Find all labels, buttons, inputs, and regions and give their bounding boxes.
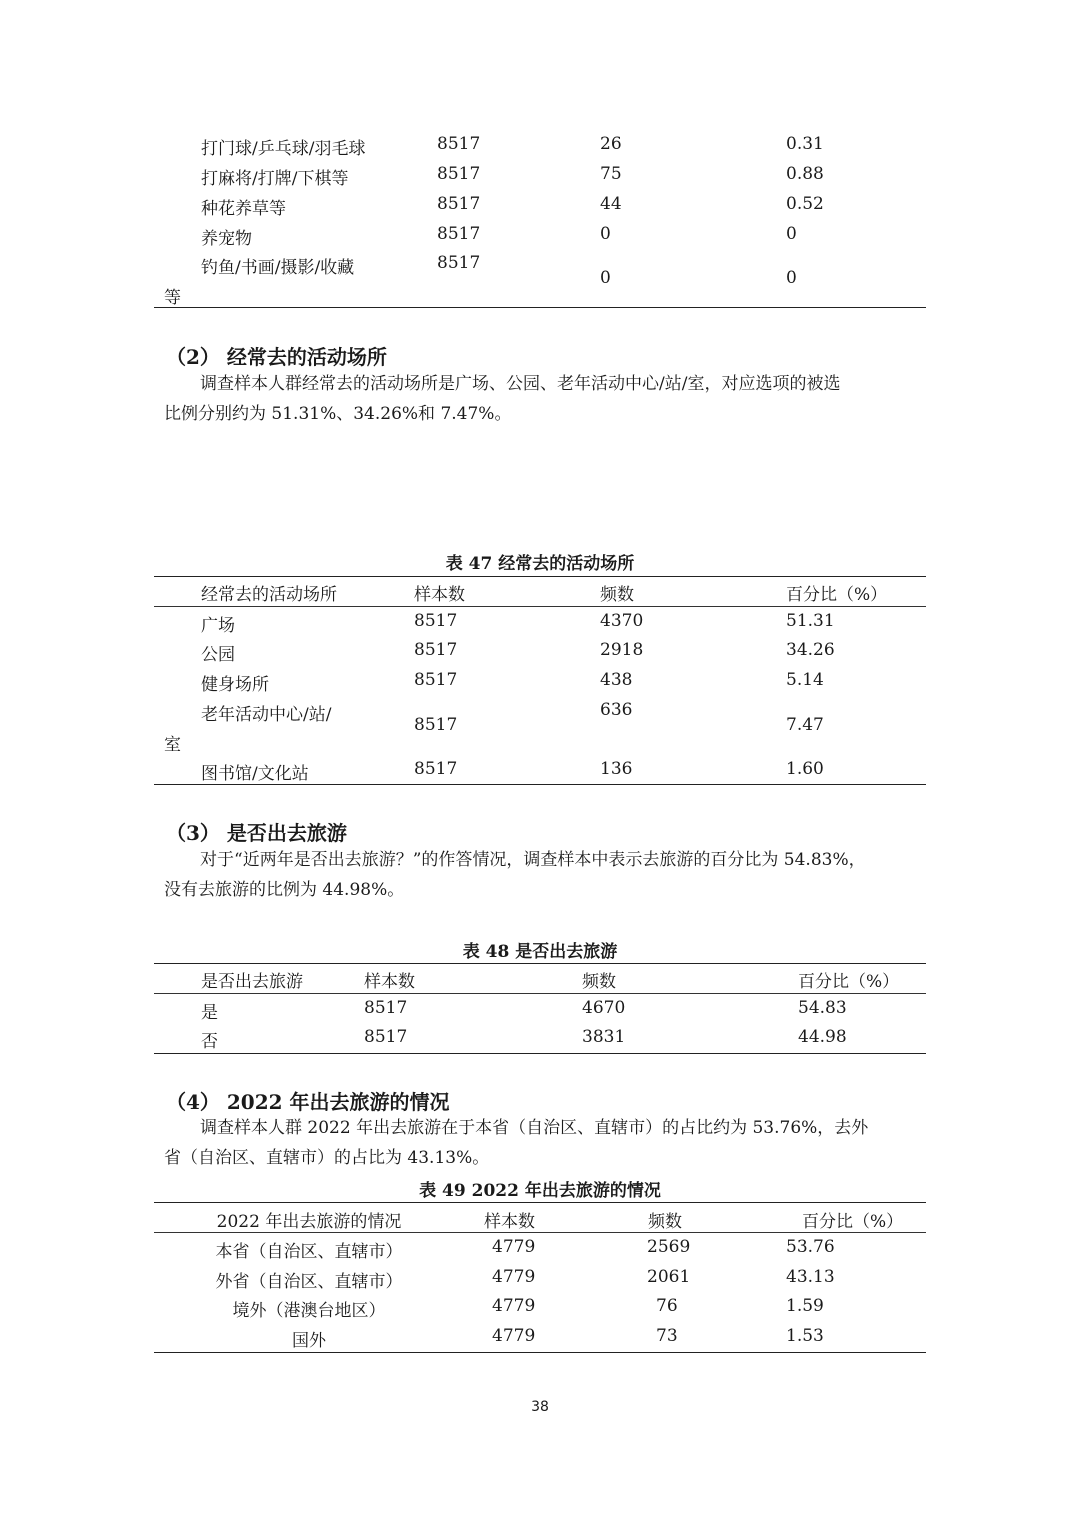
table-caption: 表 49 2022 年出去旅游的情况 [419, 1181, 661, 1201]
table-cell-frequency: 136 [600, 759, 633, 779]
table-cell-item: 种花养草等 [201, 199, 286, 219]
table-caption: 表 47 经常去的活动场所 [445, 554, 635, 574]
table-cell-item: 养宠物 [201, 229, 252, 249]
paragraph-line: 调查样本人群经常去的活动场所是广场、公园、老年活动中心/站/室，对应选项的被选 [200, 374, 841, 394]
section-heading: （3） 是否出去旅游 [166, 821, 347, 845]
section-paragraph [164, 369, 924, 429]
table-cell-sample: 4779 [492, 1296, 536, 1316]
column-header: 样本数 [414, 585, 465, 605]
table-cell-item: 外省（自治区、直辖市） [215, 1272, 403, 1292]
column-header: 样本数 [364, 972, 415, 992]
paragraph-line: 调查样本人群 2022 年出去旅游在于本省（自治区、直辖市）的占比约为 53.76%，去外 [200, 1118, 869, 1138]
table-cell-sample: 8517 [414, 715, 458, 735]
table-cell-item: 健身场所 [201, 675, 269, 695]
table-cell-frequency: 3831 [582, 1027, 626, 1047]
table-cell-sample: 4779 [492, 1267, 536, 1287]
table-header-rule [154, 1232, 926, 1233]
table-cell-item: 打麻将/打牌/下棋等 [201, 169, 349, 189]
table-cell-item: 钓鱼/书画/摄影/收藏 [201, 258, 355, 278]
table-cell-item: 是 [201, 1003, 218, 1023]
column-header: 样本数 [484, 1212, 535, 1232]
table-cell-sample: 8517 [437, 224, 481, 244]
table-top-rule [154, 963, 926, 964]
table-cell-frequency: 0 [600, 268, 611, 288]
table-cell-sample: 8517 [437, 194, 481, 214]
table-cell-item: 国外 [292, 1331, 326, 1351]
table-cell-percent: 7.47 [786, 715, 824, 735]
section-heading: （4） 2022 年出去旅游的情况 [166, 1090, 450, 1114]
table-cell-sample: 8517 [414, 759, 458, 779]
table-cell-item-wrap: 等 [164, 288, 181, 308]
table-cell-frequency: 2061 [647, 1267, 691, 1287]
section-heading: （2） 经常去的活动场所 [166, 345, 387, 369]
table-bottom-rule [154, 1352, 926, 1353]
table-cell-percent: 44.98 [798, 1027, 847, 1047]
table-cell-frequency: 76 [656, 1296, 678, 1316]
column-header: 百分比（%） [786, 585, 888, 605]
table-bottom-rule [154, 1053, 926, 1054]
table-cell-frequency: 73 [656, 1326, 678, 1346]
table-cell-sample: 8517 [437, 134, 481, 154]
table-cell-frequency: 4670 [582, 998, 626, 1018]
table-cell-item: 境外（港澳台地区） [232, 1301, 386, 1321]
table-cell-frequency: 4370 [600, 611, 644, 631]
table-cell-sample: 8517 [364, 1027, 408, 1047]
table-cell-percent: 43.13 [786, 1267, 835, 1287]
table-cell-item: 否 [201, 1032, 218, 1052]
table-cell-sample: 8517 [414, 640, 458, 660]
table-cell-frequency: 26 [600, 134, 622, 154]
table-cell-frequency: 438 [600, 670, 633, 690]
table-cell-item: 本省（自治区、直辖市） [215, 1242, 403, 1262]
table-cell-sample: 4779 [492, 1237, 536, 1257]
column-header: 2022 年出去旅游的情况 [216, 1212, 402, 1232]
table-cell-percent: 1.60 [786, 759, 824, 779]
table-caption: 表 48 是否出去旅游 [462, 942, 618, 962]
table-cell-percent: 51.31 [786, 611, 835, 631]
table-cell-item: 打门球/乒乓球/羽毛球 [201, 139, 366, 159]
table-cell-frequency: 2918 [600, 640, 644, 660]
section-paragraph [164, 845, 924, 905]
table-cell-sample: 8517 [414, 611, 458, 631]
table-bottom-rule [154, 307, 926, 308]
table-cell-sample: 8517 [414, 670, 458, 690]
table-cell-item: 公园 [201, 645, 235, 665]
table-header-rule [154, 993, 926, 994]
table-cell-item: 广场 [201, 616, 235, 636]
section-paragraph [164, 1113, 924, 1173]
table-top-rule [154, 576, 926, 577]
page-number: 38 [531, 1399, 549, 1415]
table-cell-percent: 0.88 [786, 164, 824, 184]
table-cell-percent: 0 [786, 224, 797, 244]
column-header: 百分比（%） [802, 1212, 904, 1232]
table-cell-frequency: 44 [600, 194, 622, 214]
column-header: 频数 [600, 585, 634, 605]
table-header-rule [154, 606, 926, 607]
column-header: 频数 [582, 972, 616, 992]
table-cell-percent: 53.76 [786, 1237, 835, 1257]
table-cell-frequency: 0 [600, 224, 611, 244]
paragraph-line: 省（自治区、直辖市）的占比为 43.13%。 [164, 1148, 490, 1168]
paragraph-line: 对于“近两年是否出去旅游？”的作答情况，调查样本中表示去旅游的百分比为 54.83%， [200, 850, 866, 870]
column-header: 经常去的活动场所 [201, 585, 337, 605]
column-header: 百分比（%） [798, 972, 900, 992]
table-cell-percent: 1.53 [786, 1326, 824, 1346]
table-cell-percent: 54.83 [798, 998, 847, 1018]
paragraph-line: 比例分别约为 51.31%、34.26%和 7.47%。 [164, 404, 512, 424]
table-cell-sample: 4779 [492, 1326, 536, 1346]
table-cell-percent: 34.26 [786, 640, 835, 660]
table-cell-item: 老年活动中心/站/ [201, 705, 332, 725]
table-cell-percent: 0.31 [786, 134, 824, 154]
table-cell-item: 图书馆/文化站 [201, 764, 309, 784]
table-top-rule [154, 1202, 926, 1203]
table-cell-item-wrap: 室 [164, 735, 181, 755]
table-cell-frequency: 75 [600, 164, 622, 184]
table-bottom-rule [154, 784, 926, 785]
paragraph-line: 没有去旅游的比例为 44.98%。 [164, 880, 405, 900]
column-header: 频数 [648, 1212, 682, 1232]
table-cell-percent: 5.14 [786, 670, 824, 690]
table-cell-sample: 8517 [437, 164, 481, 184]
table-cell-percent: 0.52 [786, 194, 824, 214]
table-cell-percent: 0 [786, 268, 797, 288]
table-cell-sample: 8517 [364, 998, 408, 1018]
table-cell-sample: 8517 [437, 253, 481, 273]
table-cell-percent: 1.59 [786, 1296, 824, 1316]
column-header: 是否出去旅游 [201, 972, 303, 992]
table-cell-frequency: 636 [600, 700, 633, 720]
table-cell-frequency: 2569 [647, 1237, 691, 1257]
